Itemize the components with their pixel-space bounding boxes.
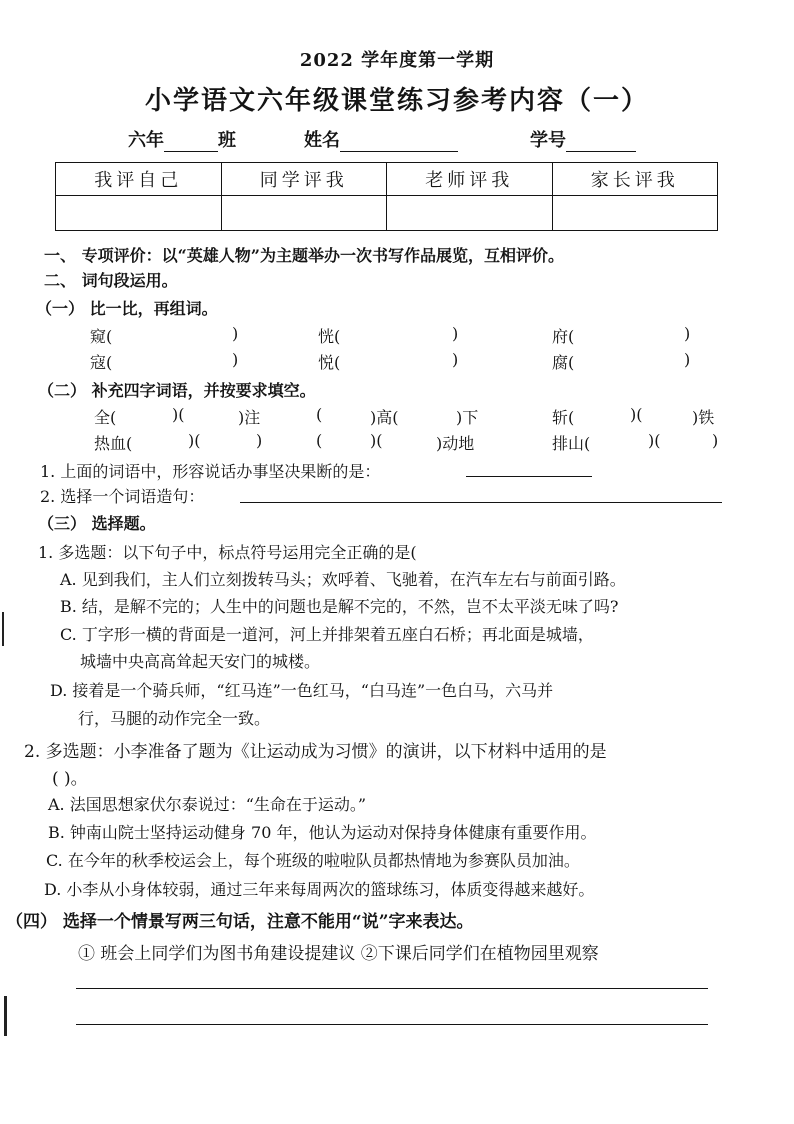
number-blank[interactable] [566, 133, 636, 152]
class-label: 班 [218, 130, 236, 151]
option-d: D. 接着是一个骑兵师，“红马连”一色红马，“白马连”一色白马，六马并 [50, 681, 554, 700]
idiom-fill: ( [316, 431, 323, 450]
part-three-title: （三） 选择题。 [38, 514, 156, 533]
part-two-title: （二） 补充四字词语，并按要求填空。 [38, 381, 316, 400]
section-two: 二、 词句段运用。 [44, 271, 178, 290]
option-b: B. 钟南山院士坚持运动健身 70 年，他认为运动对保持身体健康有重要作用。 [48, 823, 597, 842]
student-number-field [530, 126, 636, 152]
grade-blank[interactable] [164, 133, 218, 152]
idiom-fill: ) [256, 431, 263, 450]
compare-item: 腐( [552, 353, 575, 372]
compare-item-close: ) [232, 350, 239, 369]
compare-item-close: ) [452, 350, 459, 369]
part-four-title: （四） 选择一个情景写两三句话，注意不能用“说”字来表达。 [6, 912, 474, 932]
peer-eval-cell[interactable] [221, 196, 387, 231]
parent-eval-header: 家长评我 [552, 163, 718, 196]
option-d-continued: 行，马腿的动作完全一致。 [78, 709, 271, 728]
idiom-fill: )下 [456, 408, 479, 427]
option-c: C. 在今年的秋季校运会上，每个班级的啦啦队员都热情地为参赛队员加油。 [46, 851, 580, 870]
idiom-fill: )( [630, 405, 643, 424]
idiom-fill: )注 [238, 408, 261, 427]
idiom-question-2: 2. 选择一个词语造句： [40, 487, 205, 506]
option-c: C. 丁字形一横的背面是一道河，河上并排架着五座白石桥；再北面是城墙， [60, 625, 594, 644]
compare-item: 恍( [318, 327, 341, 346]
evaluation-header-row [56, 163, 718, 196]
option-d: D. 小李从小身体较弱，通过三年来每周两次的篮球练习，体质变得越来越好。 [44, 880, 595, 899]
scenario-options: ① 班会上同学们为图书角建设提建议 ②下课后同学们在植物园里观察 [78, 944, 599, 964]
evaluation-input-row [56, 196, 718, 231]
idiom-fill: )铁 [692, 408, 715, 427]
idiom-fill: 排山( [552, 434, 591, 453]
option-a: A. 见到我们，主人们立刻拨转马头；欢呼着、飞驰着，在汽车左右与前面引路。 [60, 570, 626, 589]
evaluation-table [55, 162, 718, 231]
idiom-fill: )高( [370, 408, 399, 427]
option-b: B. 结，是解不完的；人生中的问题也是解不完的，不然，岂不太平淡无味了吗? [60, 597, 619, 616]
compare-item-close: ) [452, 324, 459, 343]
idiom-fill: 斩( [552, 408, 575, 427]
teacher-eval-header: 老师评我 [387, 163, 553, 196]
option-a: A. 法国思想家伏尔泰说过：“生命在于运动。” [48, 795, 367, 814]
scan-margin-mark [2, 612, 4, 646]
answer-line[interactable] [466, 476, 592, 477]
answer-parentheses: ( )。 [52, 769, 88, 789]
part-one-title: （一） 比一比，再组词。 [36, 299, 218, 318]
parent-eval-cell[interactable] [552, 196, 718, 231]
term-heading: 2022 学年度第一学期 [299, 50, 495, 71]
answer-line[interactable] [240, 502, 722, 503]
compare-item-close: ) [232, 324, 239, 343]
question-stem: 2. 多选题：小李准备了题为《让运动成为习惯》的演讲，以下材料中适用的是 [24, 742, 607, 762]
writing-line[interactable] [76, 988, 708, 989]
peer-eval-header: 同学评我 [221, 163, 387, 196]
question-stem: 1. 多选题：以下句子中，标点符号运用完全正确的是( [38, 543, 417, 562]
idiom-fill: )( [648, 431, 661, 450]
idiom-fill: ( [316, 405, 323, 424]
teacher-eval-cell[interactable] [387, 196, 553, 231]
idiom-question-1: 1. 上面的词语中，形容说话办事坚决果断的是： [40, 462, 381, 481]
compare-item: 寇( [90, 353, 113, 372]
section-one: 一、 专项评价：以“英雄人物”为主题举办一次书写作品展览，互相评价。 [44, 246, 564, 265]
grade-label: 六年 [128, 130, 164, 151]
name-field [304, 126, 458, 152]
compare-item: 窥( [90, 327, 113, 346]
grade-field [128, 126, 236, 152]
idiom-fill: )( [172, 405, 185, 424]
compare-item-close: ) [684, 324, 691, 343]
idiom-fill: )( [188, 431, 201, 450]
number-label: 学号 [530, 130, 566, 151]
compare-item: 悦( [318, 353, 341, 372]
idiom-fill: )动地 [436, 434, 475, 453]
idiom-fill: 全( [94, 408, 117, 427]
self-eval-header: 我评自己 [56, 163, 222, 196]
worksheet-title: 小学语文六年级课堂练习参考内容（一） [144, 86, 649, 116]
name-blank[interactable] [340, 133, 458, 152]
option-c-continued: 城墙中央高高耸起天安门的城楼。 [80, 652, 321, 671]
compare-item-close: ) [684, 350, 691, 369]
name-label: 姓名 [304, 130, 340, 151]
self-eval-cell[interactable] [56, 196, 222, 231]
idiom-fill: )( [370, 431, 383, 450]
idiom-fill: ) [712, 431, 719, 450]
idiom-fill: 热血( [94, 434, 133, 453]
writing-line[interactable] [76, 1024, 708, 1025]
scan-margin-mark [4, 996, 7, 1036]
compare-item: 府( [552, 327, 575, 346]
